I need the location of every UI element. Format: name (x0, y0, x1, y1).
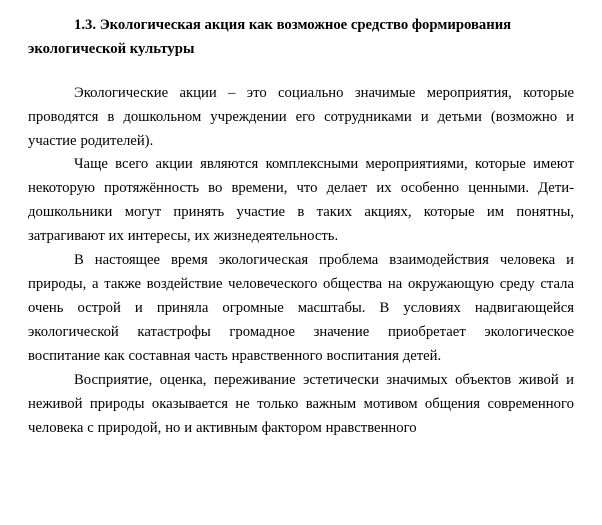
paragraph: Восприятие, оценка, переживание эстетически значимых объектов живой и неживой природы оказывается не только важным мотивом общения современного человека с природой, но и активным фактором нравственного (28, 372, 574, 436)
section-heading (28, 14, 574, 62)
body-text (28, 82, 574, 441)
section-heading-line-2: экологической культуры (28, 40, 195, 57)
paragraph: Экологические акции – это социально значимые мероприятия, которые проводятся в дошкольном учреждении его сотрудниками и детьми (возможно и участие родителей). (28, 84, 574, 149)
paragraph: Чаще всего акции являются комплексными мероприятиями, которые имеют некоторую протяжённость во времени, что делает их особенно ценными. Дети-дошкольники могут принять участие в таких акциях, которые им понятны, затрагивают их интересы, их жизнедеятельность. (28, 156, 574, 245)
section-heading-line-1: 1.3. Экологическая акция как возможное средство формирования (74, 17, 512, 33)
paragraph: В настоящее время экологическая проблема взаимодействия человека и природы, а также воздействие человеческого общества на окружающую среду стала очень острой и приняла огромные масштабы. В условиях надвигающейся экологической катастрофы громадное значение приобретает экологическое воспитание как составная часть нравственного воспитания детей. (28, 252, 574, 365)
